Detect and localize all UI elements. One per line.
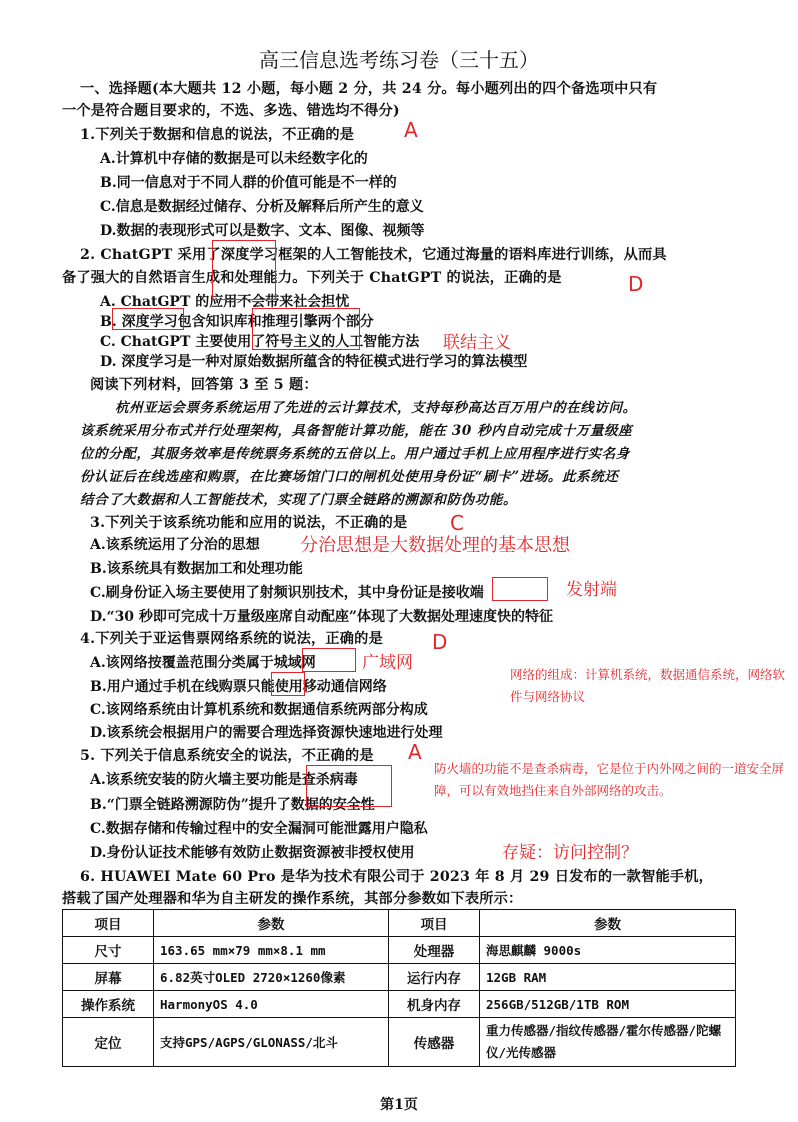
q3-option-c: C.刷身份证入场主要使用了射频识别技术，其中身份证是接收端 xyxy=(90,585,484,601)
q1-option-d: D.数据的表现形式可以是数字、文本、图像、视频等 xyxy=(100,223,425,239)
annotation-box-antivirus xyxy=(306,765,392,807)
q2-option-a: A. ChatGPT 的应用不会带来社会担忧 xyxy=(100,294,350,310)
q2-stem-line2: 备了强大的自然语言生成和处理能力。下列关于 ChatGPT 的说法，正确的是 xyxy=(62,270,562,286)
q5-option-c: C.数据存储和传输过程中的安全漏洞可能泄露用户隐私 xyxy=(90,821,428,837)
q4-option-d: D.该系统会根据用户的需要合理选择资源快速地进行处理 xyxy=(90,725,443,741)
table-header-row xyxy=(63,910,736,937)
q3-answer: C xyxy=(450,511,464,535)
q3-note-divide-conquer: 分治思想是大数据处理的基本思想 xyxy=(300,535,570,556)
table-row xyxy=(63,937,736,964)
q2-option-d: D. 深度学习是一种对原始数据所蕴含的特征模式进行学习的算法模型 xyxy=(100,354,528,370)
q1-option-c: C.信息是数据经过储存、分析及解释后所产生的意义 xyxy=(100,199,424,215)
table-cell: 海思麒麟 9000s xyxy=(480,937,736,964)
section-heading-line1: 一、选择题(本大题共 12 小题，每小题 2 分，共 24 分。每小题列出的四个备选项中只有 xyxy=(80,81,658,97)
annotation-box-receiver xyxy=(492,577,548,601)
q1-option-b: B.同一信息对于不同人群的价值可能是不一样的 xyxy=(100,175,397,191)
q6-stem-line1: 6. HUAWEI Mate 60 Pro 是华为技术有限公司于 2023 年 8 月 29 日发布的一款智能手机， xyxy=(80,869,714,885)
material-line-3: 位的分配，其服务效率是传统票务系统的五倍以上。用户通过手机上应用程序进行实名身 xyxy=(80,446,630,462)
table-cell: 12GB RAM xyxy=(480,964,736,991)
table-cell: 运行内存 xyxy=(389,964,480,991)
annotation-box-option-b xyxy=(112,308,184,330)
q4-option-a: A.该网络按覆盖范围分类属于城域网 xyxy=(90,655,316,671)
q3-option-b: B.该系统具有数据加工和处理功能 xyxy=(90,561,303,577)
table-cell: 支持GPS/AGPS/GLONASS/北斗 xyxy=(154,1018,389,1067)
q5-option-d: D.身份认证技术能够有效防止数据资源被非授权使用 xyxy=(90,845,415,861)
q3-stem: 3.下列关于该系统功能和应用的说法，不正确的是 xyxy=(90,515,408,531)
material-line-4: 份认证后在线选座和购票，在比赛场馆门口的闸机处使用身份证“刷卡”进场。此系统还 xyxy=(80,469,619,485)
table-cell: 处理器 xyxy=(389,937,480,964)
q4-option-c: C.该网络系统由计算机系统和数据通信系统两部分构成 xyxy=(90,702,428,718)
table-cell: 重力传感器/指纹传感器/霍尔传感器/陀螺仪/光传感器 xyxy=(480,1018,736,1067)
q4-option-b: B.用户通过手机在线购票只能使用移动通信网络 xyxy=(90,679,387,695)
page-footer: 第1页 xyxy=(380,1097,418,1113)
table-cell: 定位 xyxy=(63,1018,154,1067)
q3-note-transmitter: 发射端 xyxy=(566,580,617,600)
q6-stem-line2: 搭载了国产处理器和华为自主研发的操作系统，其部分参数如下表所示： xyxy=(62,891,523,907)
q5-note-firewall: 防火墙的功能不是查杀病毒，它是位于内外网之间的一道安全屏障，可以有效地挡住来自外部网络的攻击。 xyxy=(434,761,785,798)
q5-option-b: B.“门票全链路溯源防伪”提升了数据的安全性 xyxy=(90,797,375,813)
spec-table xyxy=(62,909,736,1067)
material-line-1: 杭州亚运会票务系统运用了先进的云计算技术，支持每秒高达百万用户的在线访问。 xyxy=(115,400,637,416)
q1-answer: A xyxy=(404,118,418,142)
table-row xyxy=(63,1018,736,1067)
q2-option-b: B. 深度学习包含知识库和推理引擎两个部分 xyxy=(100,314,374,330)
section-heading-line2: 一个是符合题目要求的，不选、多选、错选均不得分) xyxy=(62,103,400,119)
q5-option-a: A.该系统安装的防火墙主要功能是查杀病毒 xyxy=(90,772,358,788)
q2-stem-line1: 2. ChatGPT 采用了深度学习框架的人工智能技术，它通过海量的语料库进行训练，从而具 xyxy=(80,247,667,263)
material-line-5: 结合了大数据和人工智能技术，实现了门票全链路的溯源和防伪功能。 xyxy=(80,492,518,508)
q4-note-wan: 广域网 xyxy=(362,653,413,673)
q5-note-doubt: 存疑：访问控制？ xyxy=(502,843,638,863)
q2-answer: D xyxy=(628,272,644,296)
q1-option-a: A.计算机中存储的数据是可以未经数字化的 xyxy=(100,151,368,167)
table-header-cell: 项目 xyxy=(63,910,154,937)
table-cell: 传感器 xyxy=(389,1018,480,1067)
table-cell: HarmonyOS 4.0 xyxy=(154,991,389,1018)
q2-note-connectionism: 联结主义 xyxy=(443,333,511,353)
annotation-box-only xyxy=(271,672,305,696)
page-title: 高三信息选考练习卷（三十五） xyxy=(259,48,539,72)
table-row xyxy=(63,991,736,1018)
q5-answer: A xyxy=(408,740,422,764)
table-cell: 操作系统 xyxy=(63,991,154,1018)
material-intro: 阅读下列材料，回答第 3 至 5 题： xyxy=(90,377,318,393)
q2-option-c: C. ChatGPT 主要使用了符号主义的人工智能方法 xyxy=(100,334,420,350)
q5-stem: 5. 下列关于信息系统安全的说法，不正确的是 xyxy=(80,748,374,764)
table-cell: 6.82英寸OLED 2720×1260像素 xyxy=(154,964,389,991)
table-cell: 屏幕 xyxy=(63,964,154,991)
q3-option-a: A.该系统运用了分治的思想 xyxy=(90,537,260,553)
q1-stem: 1.下列关于数据和信息的说法，不正确的是 xyxy=(80,127,355,143)
q3-option-d: D.“30 秒即可完成十万量级座席自动配座”体现了大数据处理速度快的特征 xyxy=(90,609,553,625)
annotation-box-symbolism xyxy=(252,308,360,350)
q4-stem: 4.下列关于亚运售票网络系统的说法，正确的是 xyxy=(80,631,383,647)
q4-side-note: 网络的组成：计算机系统，数据通信系统，网络软件与网络协议 xyxy=(510,667,786,704)
q4-answer: D xyxy=(432,630,448,654)
table-row xyxy=(63,964,736,991)
table-header-cell: 参数 xyxy=(154,910,389,937)
table-header-cell: 参数 xyxy=(480,910,736,937)
table-header-cell: 项目 xyxy=(389,910,480,937)
table-cell: 163.65 mm×79 mm×8.1 mm xyxy=(154,937,389,964)
annotation-box-deep-learning xyxy=(212,240,276,300)
table-cell: 尺寸 xyxy=(63,937,154,964)
table-cell: 机身内存 xyxy=(389,991,480,1018)
annotation-box-man xyxy=(302,648,356,672)
table-cell: 256GB/512GB/1TB ROM xyxy=(480,991,736,1018)
material-line-2: 该系统采用分布式并行处理架构，具备智能计算功能，能在 30 秒内自动完成十万量级座 xyxy=(80,423,633,439)
